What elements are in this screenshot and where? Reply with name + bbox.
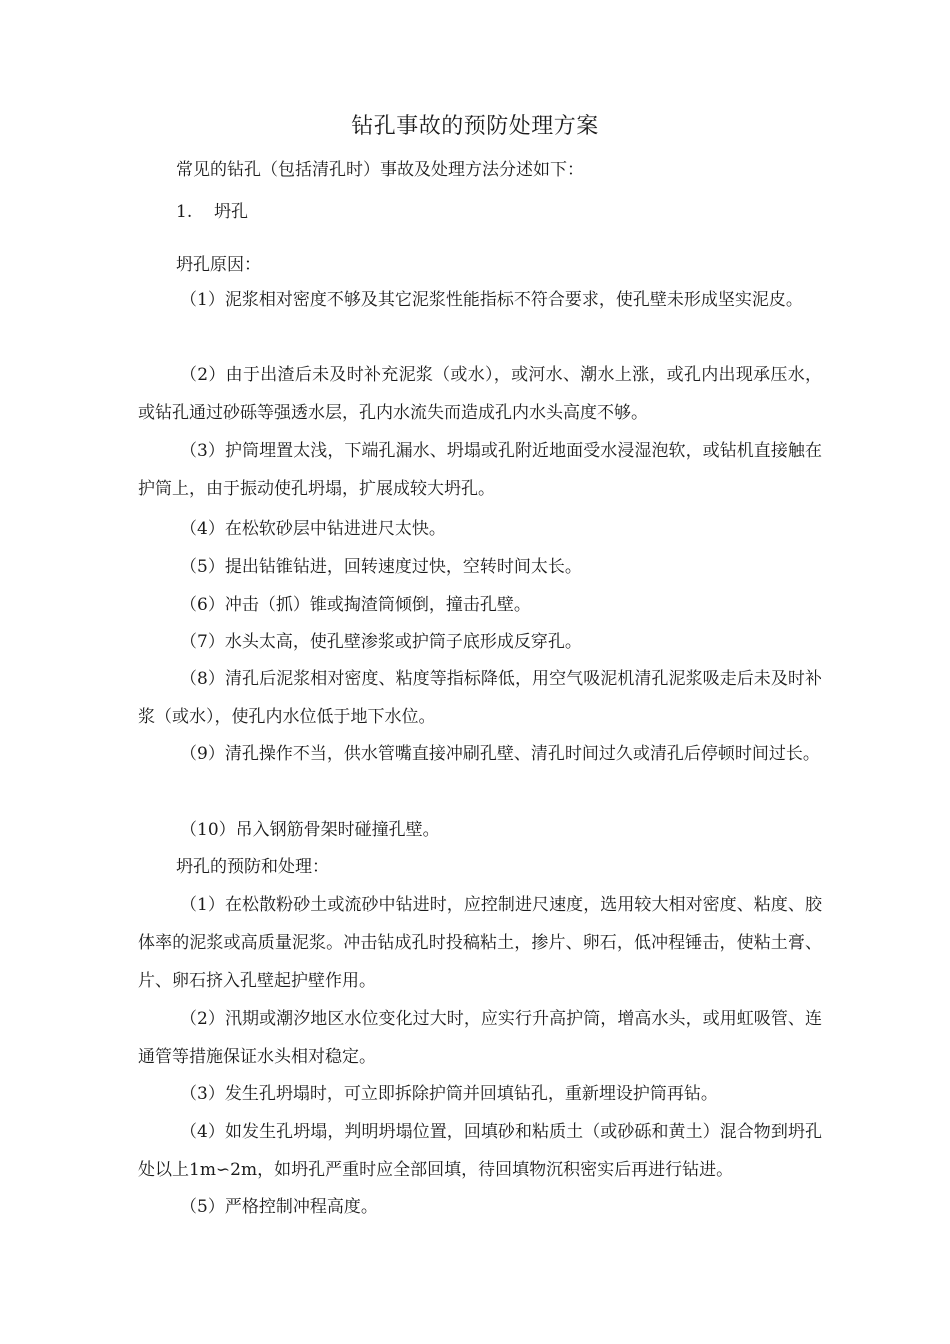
cause-item-4: （4）在松软砂层中钻进进尺太快。 bbox=[180, 519, 446, 539]
cause-item-5: （5）提出钻锥钻进，回转速度过快，空转时间太长。 bbox=[180, 557, 582, 577]
prevention-item-4: （4）如发生孔坍塌，判明坍塌位置，回填砂和粘质土（或砂砾和黄土）混合物到坍孔处以上1m∽2m，如坍孔严重时应全部回填，待回填物沉积密实后再进行钻进。 bbox=[138, 1122, 822, 1180]
prevention-item-2: （2）汛期或潮汐地区水位变化过大时，应实行升高护筒，增高水头，或用虹吸管、连通管等措施保证水头相对稳定。 bbox=[138, 1009, 822, 1067]
causes-heading: 坍孔原因： bbox=[176, 255, 261, 275]
prevention-item-5: （5）严格控制冲程高度。 bbox=[180, 1197, 378, 1217]
prevention-item-3: （3）发生孔坍塌时，可立即拆除护筒并回填钻孔，重新埋设护筒再钻。 bbox=[180, 1084, 718, 1104]
cause-item-8: （8）清孔后泥浆相对密度、粘度等指标降低，用空气吸泥机清孔泥浆吸走后未及时补浆（或水），使孔内水位低于地下水位。 bbox=[138, 669, 822, 727]
cause-item-2: （2）由于出渣后未及时补充泥浆（或水），或河水、潮水上涨，或孔内出现承压水，或钻孔通过砂砾等强透水层，孔内水流失而造成孔内水头高度不够。 bbox=[138, 365, 822, 423]
cause-item-3: （3）护筒埋置太浅，下端孔漏水、坍塌或孔附近地面受水浸湿泡软，或钻机直接触在护筒上，由于振动使孔坍塌，扩展成较大坍孔。 bbox=[138, 441, 822, 499]
cause-item-10: （10）吊入钢筋骨架时碰撞孔壁。 bbox=[180, 820, 440, 840]
prevention-item-1: （1）在松散粉砂土或流砂中钻进时，应控制进尺速度，选用较大相对密度、粘度、胶体率的泥浆或高质量泥浆。冲击钻成孔时投稿粘土，掺片、卵石，低冲程锤击，使粘土膏、片、卵石挤入孔壁起护壁作用。 bbox=[138, 895, 822, 991]
intro-paragraph: 常见的钻孔（包括清孔时）事故及处理方法分述如下： bbox=[176, 160, 584, 180]
cause-item-1: （1）泥浆相对密度不够及其它泥浆性能指标不符合要求，使孔壁未形成坚实泥皮。 bbox=[180, 290, 803, 310]
cause-item-6: （6）冲击（抓）锥或掏渣筒倾倒，撞击孔壁。 bbox=[180, 595, 531, 615]
section-number: 1. bbox=[176, 202, 193, 222]
cause-item-7: （7）水头太高，使孔壁渗浆或护筒子底形成反穿孔。 bbox=[180, 632, 582, 652]
section-title: 坍孔 bbox=[214, 202, 248, 222]
document-title: 钻孔事故的预防处理方案 bbox=[351, 114, 599, 139]
cause-item-9: （9）清孔操作不当，供水管嘴直接冲刷孔壁、清孔时间过久或清孔后停顿时间过长。 bbox=[180, 744, 820, 764]
prevention-heading: 坍孔的预防和处理： bbox=[176, 857, 329, 877]
section-heading bbox=[176, 200, 248, 224]
